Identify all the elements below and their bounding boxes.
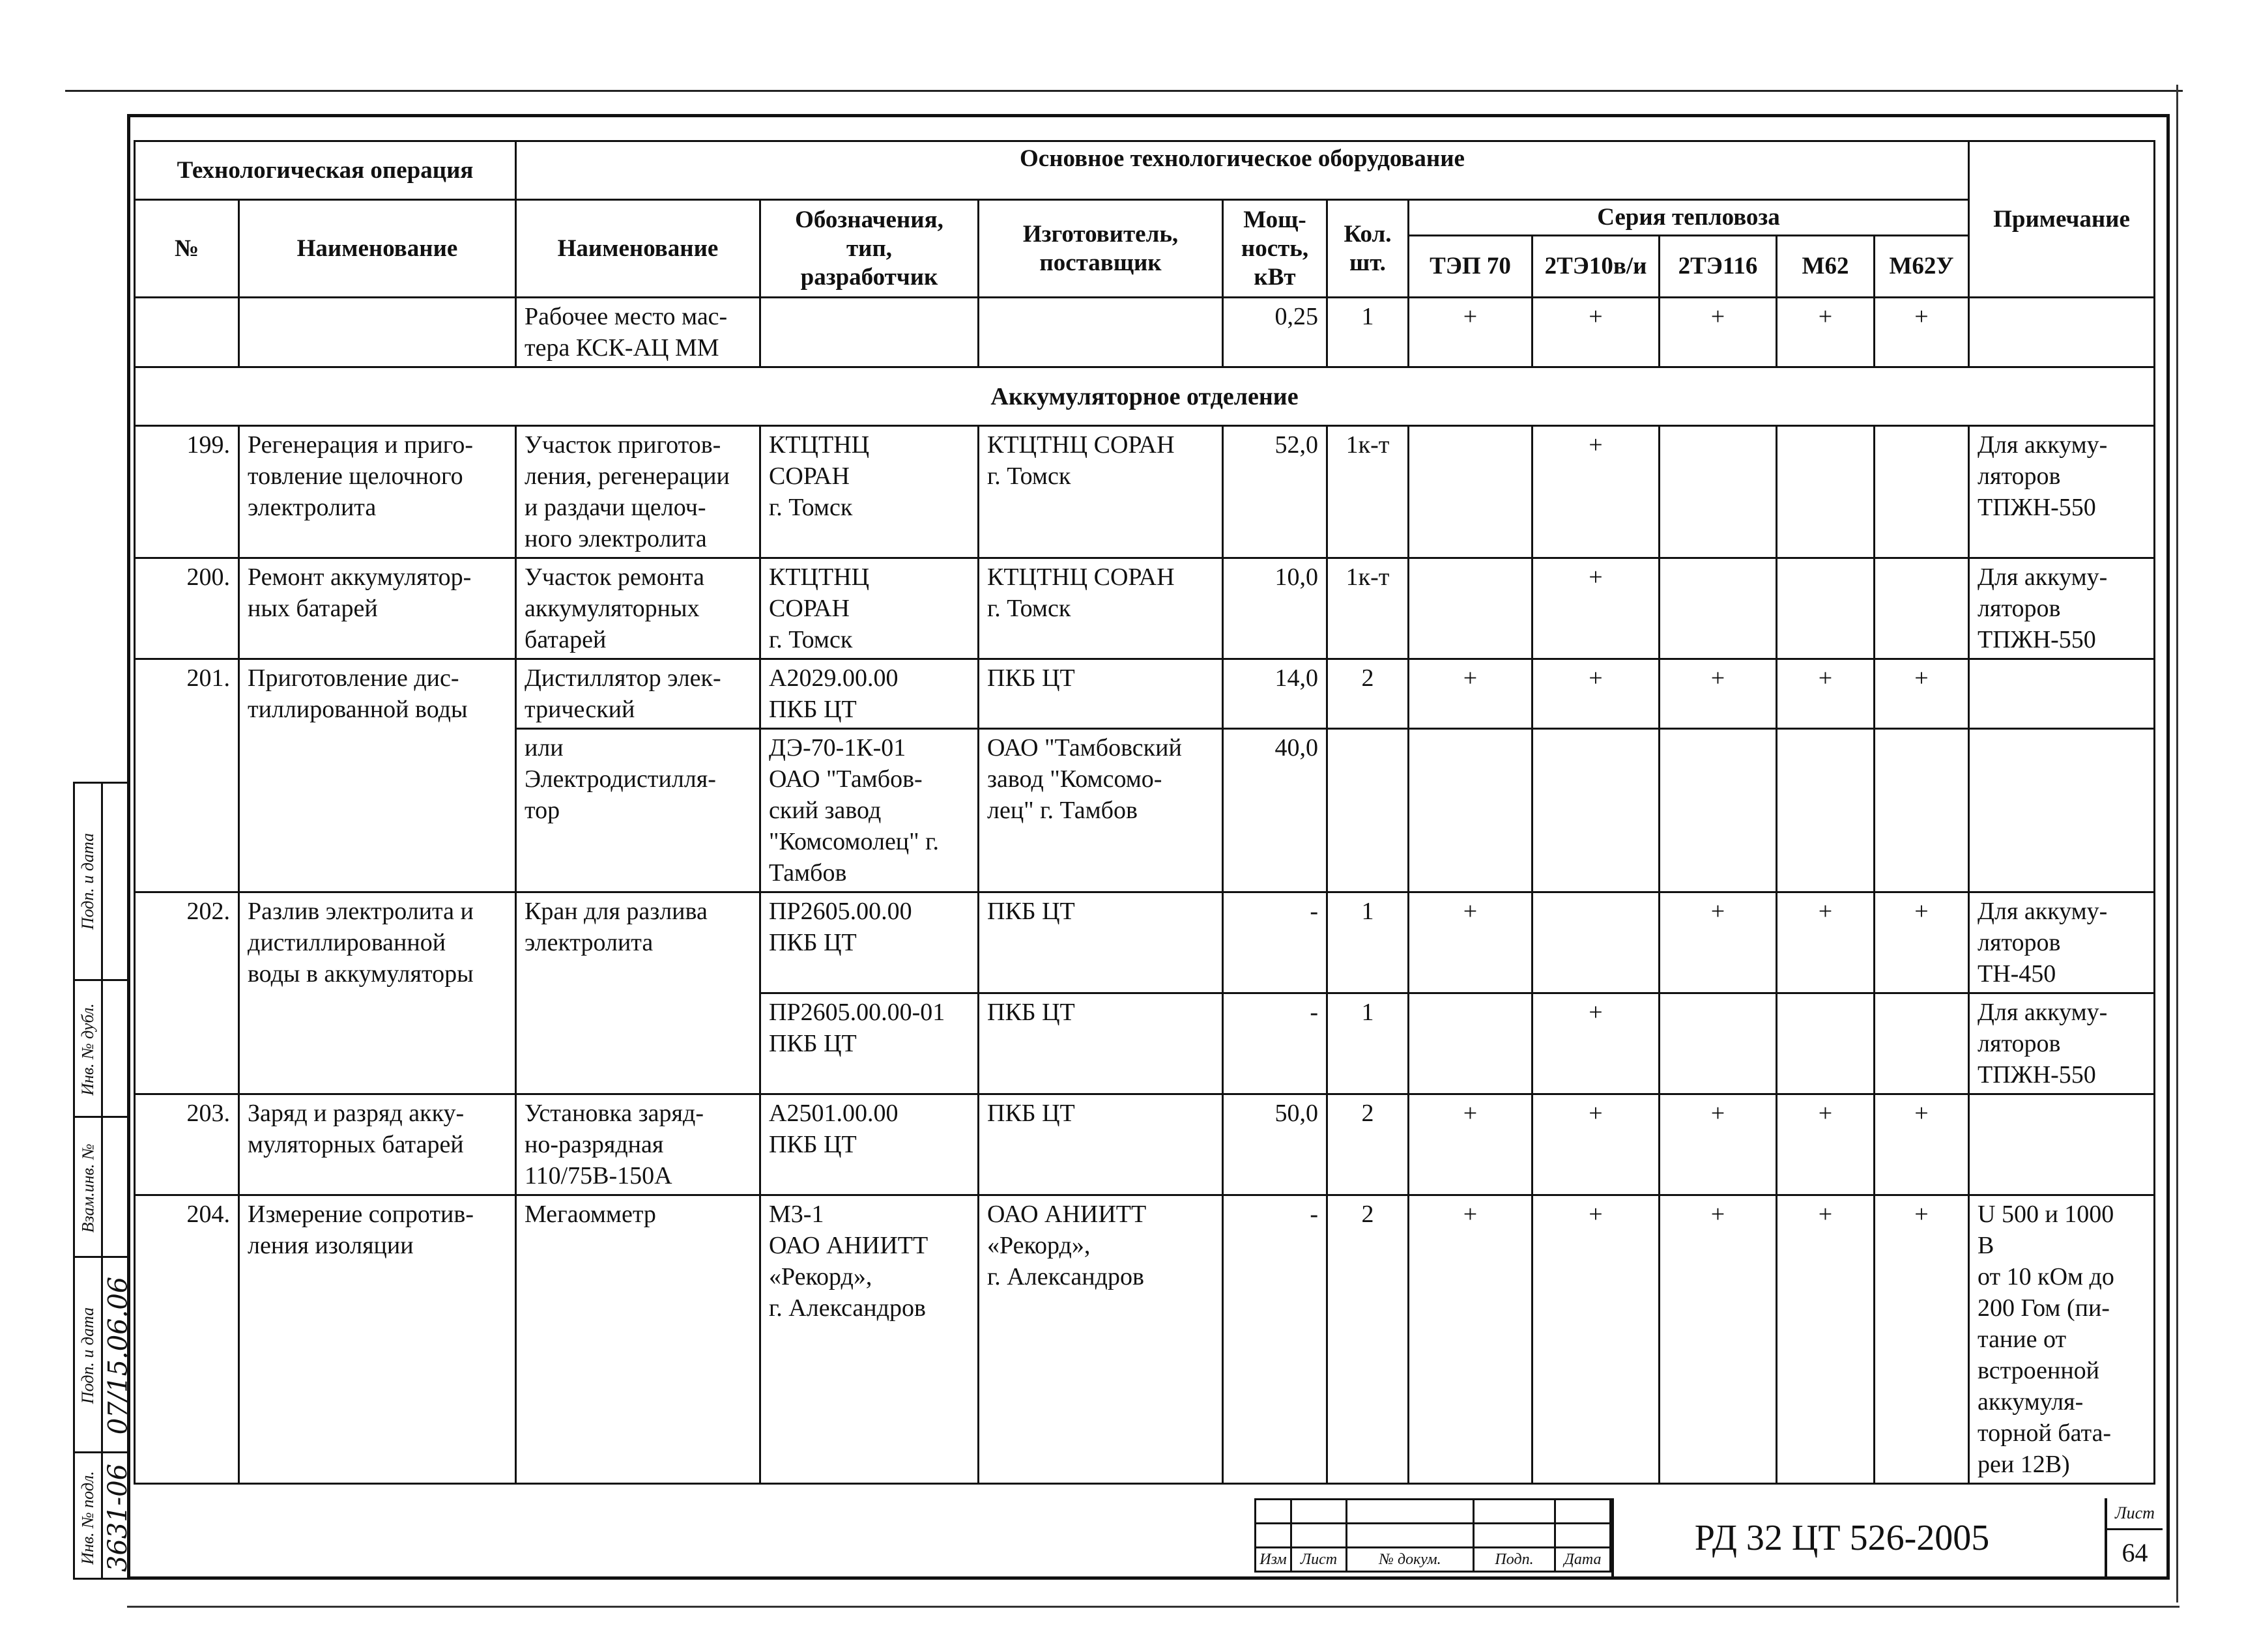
row-qty: 2	[1327, 1094, 1409, 1195]
row-des: М3-1 ОАО АНИИТТ «Рекорд», г. Александров	[760, 1195, 979, 1484]
title-block	[1254, 1498, 2160, 1578]
row-des: КТЦТНЦ СОРАН г. Томск	[760, 558, 979, 659]
row0-s4: +	[1777, 298, 1875, 367]
row0-s3: +	[1660, 298, 1777, 367]
row-des: КТЦТНЦ СОРАН г. Томск	[760, 426, 979, 558]
row-s2: +	[1532, 1195, 1660, 1484]
table-row	[135, 892, 2155, 993]
sheet-number-box	[2105, 1498, 2163, 1578]
row0-qty: 1	[1327, 298, 1409, 367]
row-op: Измерение сопротив- ления изоляции	[239, 1195, 516, 1484]
row-mfr: ОАО АНИИТТ «Рекорд», г. Александров	[979, 1195, 1223, 1484]
table-row	[135, 298, 2155, 367]
row-s3: +	[1660, 1094, 1777, 1195]
row-num: 203.	[135, 1094, 239, 1195]
row-s1: +	[1409, 1195, 1532, 1484]
row-s2: +	[1532, 993, 1660, 1094]
row-eq: Участок приготов- ления, регенерации и раздачи щелоч- ного электролита	[516, 426, 760, 558]
row-power: -	[1223, 892, 1327, 993]
row-power: 14,0	[1223, 659, 1327, 729]
row-mfr: ПКБ ЦТ	[979, 1094, 1223, 1195]
row-eq: Дистиллятор элек- трический	[516, 659, 760, 729]
row-num: 199.	[135, 426, 239, 558]
header-series-2te116: 2ТЭ116	[1660, 236, 1777, 298]
row-des: А2501.00.00 ПКБ ЦТ	[760, 1094, 979, 1195]
row-qty: 1	[1327, 993, 1409, 1094]
row-s3: +	[1660, 1195, 1777, 1484]
row-s1: +	[1409, 892, 1532, 993]
row-mfr: ОАО "Тамбовский завод "Комсомо- лец" г. Тамбов	[979, 729, 1223, 892]
sidebar-dup-inv: Инв. № дубл.	[78, 1003, 97, 1096]
row-s4: +	[1777, 1094, 1875, 1195]
table-row	[135, 659, 2155, 729]
header-note: Примечание	[1969, 141, 2155, 298]
row-des: А2029.00.00 ПКБ ЦТ	[760, 659, 979, 729]
row-eq: Кран для разлива электролита	[516, 892, 760, 1094]
row-op: Регенерация и приго- товление щелочного электролита	[239, 426, 516, 558]
row-power: 52,0	[1223, 426, 1327, 558]
top-rule	[65, 90, 2183, 92]
row-s4: +	[1777, 659, 1875, 729]
row-s2: +	[1532, 659, 1660, 729]
row-num: 200.	[135, 558, 239, 659]
row-num: 204.	[135, 1195, 239, 1484]
row-s1: +	[1409, 659, 1532, 729]
header-series-m62: М62	[1777, 236, 1875, 298]
row-qty: 1к-т	[1327, 558, 1409, 659]
row-des: ДЭ-70-1К-01 ОАО "Тамбов- ский завод "Комсомолец" г. Тамбов	[760, 729, 979, 892]
stamp-sign: Подп.	[1474, 1548, 1555, 1572]
row-note: U 500 и 1000 В от 10 кОм до 200 Гом (пи- тание от встроенной аккумуля- торной бата- реи 12В)	[1969, 1195, 2155, 1484]
row-qty: 2	[1327, 1195, 1409, 1484]
header-op-name: Наименование	[239, 200, 516, 298]
sidebar-handwritten-date: 07/15.06.06	[103, 1276, 133, 1435]
row-note: Для аккуму- ляторов ТН-450	[1969, 892, 2155, 993]
row-s4: +	[1777, 1195, 1875, 1484]
row-des: ПР2605.00.00-01 ПКБ ЦТ	[760, 993, 979, 1094]
row-power: -	[1223, 993, 1327, 1094]
header-series: Серия тепловоза	[1409, 200, 1969, 236]
row-mfr: ПКБ ЦТ	[979, 993, 1223, 1094]
row-power: 50,0	[1223, 1094, 1327, 1195]
row-eq: Установка заряд- но-разрядная 110/75В-150А	[516, 1094, 760, 1195]
section-title: Аккумуляторное отделение	[135, 367, 2155, 426]
row-mfr: КТЦТНЦ СОРАН г. Томск	[979, 558, 1223, 659]
header-designation: Обозначения, тип, разработчик	[760, 200, 979, 298]
row-power: -	[1223, 1195, 1327, 1484]
row-note: Для аккуму- ляторов ТПЖН-550	[1969, 426, 2155, 558]
row-s5: +	[1875, 1195, 1969, 1484]
left-signature-strip	[73, 782, 133, 1580]
row-mfr: ПКБ ЦТ	[979, 659, 1223, 729]
row-power: 40,0	[1223, 729, 1327, 892]
sidebar-orig-inv: Инв. № подл.	[78, 1470, 97, 1565]
equipment-table	[134, 140, 2155, 1485]
header-eq-name: Наименование	[516, 200, 760, 298]
row-s5: +	[1875, 659, 1969, 729]
row-qty: 2	[1327, 659, 1409, 729]
table-row	[135, 426, 2155, 558]
table-row	[135, 558, 2155, 659]
header-num: №	[135, 200, 239, 298]
stamp-list: Лист	[1291, 1548, 1347, 1572]
row0-s2: +	[1532, 298, 1660, 367]
right-rule	[2176, 85, 2178, 1602]
row0-s5: +	[1875, 298, 1969, 367]
header-manufacturer: Изготовитель, поставщик	[979, 200, 1223, 298]
row0-name: Рабочее место мас- тера КСК-АЦ ММ	[516, 298, 760, 367]
row0-s1: +	[1409, 298, 1532, 367]
header-qty: Кол. шт.	[1327, 200, 1409, 298]
row-s4: +	[1777, 892, 1875, 993]
row-qty: 1к-т	[1327, 426, 1409, 558]
row-op: Ремонт аккумулятор- ных батарей	[239, 558, 516, 659]
sheet-number: 64	[2122, 1538, 2148, 1567]
row-des: ПР2605.00.00 ПКБ ЦТ	[760, 892, 979, 993]
document-code: РД 32 ЦТ 526-2005	[1611, 1498, 2070, 1578]
row-s5: +	[1875, 1094, 1969, 1195]
header-series-m62u: М62У	[1875, 236, 1969, 298]
row-s5: +	[1875, 892, 1969, 993]
row-eq: Мегаомметр	[516, 1195, 760, 1484]
row-s2: +	[1532, 426, 1660, 558]
sidebar-sign-date-2: Подп. и дата	[78, 1307, 97, 1404]
row-power: 10,0	[1223, 558, 1327, 659]
row-s2: +	[1532, 558, 1660, 659]
stamp-date: Дата	[1555, 1548, 1611, 1572]
sidebar-replace-inv: Взам.инв. №	[78, 1143, 98, 1232]
row-note: Для аккуму- ляторов ТПЖН-550	[1969, 558, 2155, 659]
row-note: Для аккуму- ляторов ТПЖН-550	[1969, 993, 2155, 1094]
sidebar-sign-date: Подп. и дата	[78, 833, 97, 930]
stamp-izm: Изм	[1256, 1548, 1291, 1572]
row-eq-alt: или Электродистилля- тор	[516, 729, 760, 892]
row-num: 202.	[135, 892, 239, 1094]
row-num: 201.	[135, 659, 239, 892]
row-op: Заряд и разряд акку- муляторных батарей	[239, 1094, 516, 1195]
sidebar-handwritten-inv: 3631-06	[103, 1463, 133, 1572]
row-mfr: ПКБ ЦТ	[979, 892, 1223, 993]
row-qty: 1	[1327, 892, 1409, 993]
row-s3: +	[1660, 892, 1777, 993]
row-op: Приготовление дис- тиллированной воды	[239, 659, 516, 892]
row-eq: Участок ремонта аккумуляторных батарей	[516, 558, 760, 659]
row-s2: +	[1532, 1094, 1660, 1195]
sheet-label: Лист	[2107, 1498, 2163, 1530]
table-row	[135, 1195, 2155, 1484]
header-main-equipment: Основное технологическое оборудование	[516, 141, 1969, 200]
table-row	[135, 1094, 2155, 1195]
row0-power: 0,25	[1223, 298, 1327, 367]
bottom-rule	[127, 1606, 2180, 1608]
row-mfr: КТЦТНЦ СОРАН г. Томск	[979, 426, 1223, 558]
header-series-2te10: 2ТЭ10в/и	[1532, 236, 1660, 298]
row-s3: +	[1660, 659, 1777, 729]
row-op: Разлив электролита и дистиллированной воды в аккумуляторы	[239, 892, 516, 1094]
header-power: Мощ- ность, кВт	[1223, 200, 1327, 298]
row-s1: +	[1409, 1094, 1532, 1195]
header-tech-operation: Технологическая операция	[135, 141, 516, 200]
stamp-doc: № докум.	[1347, 1548, 1474, 1572]
header-series-tep70: ТЭП 70	[1409, 236, 1532, 298]
